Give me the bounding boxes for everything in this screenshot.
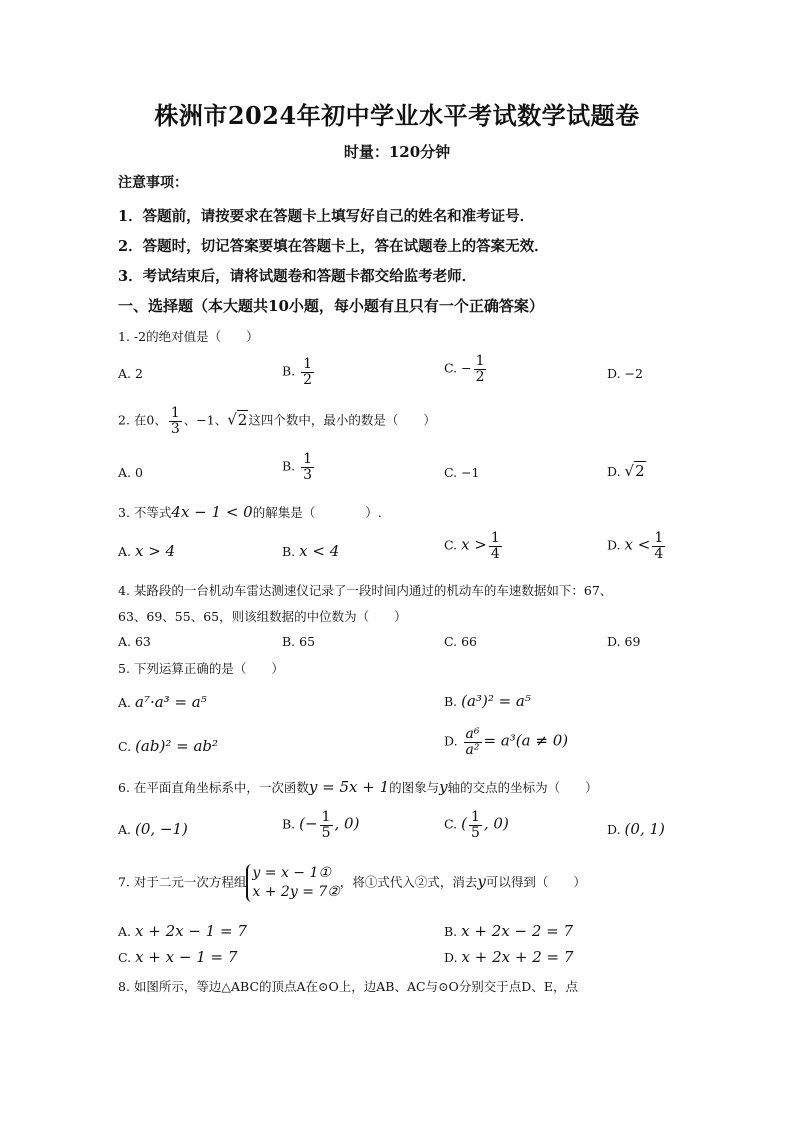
question-4-stem-line-2: 63、69、55、65，则该组数据的中位数为（ ）	[118, 609, 407, 624]
option-label: B.	[282, 458, 296, 474]
note-item-1: 1．答题前，请按要求在答题卡上填写好自己的姓名和准考证号．	[118, 208, 535, 225]
numerator: 1	[470, 809, 480, 825]
option-label: C.	[118, 739, 132, 754]
fraction	[474, 354, 487, 384]
math-expression: (−	[299, 814, 318, 833]
q3-option-a	[118, 542, 175, 560]
q5-option-a	[118, 693, 207, 711]
denominator: a²	[465, 741, 480, 758]
q4-option-a: A. 63	[118, 634, 151, 649]
radicand: 2	[635, 462, 645, 480]
math-variable: y	[477, 872, 486, 891]
numerator: 1	[321, 809, 331, 825]
q7-option-a	[118, 922, 247, 940]
q7-option-c	[118, 948, 237, 966]
option-label: D.	[444, 950, 458, 965]
fraction	[301, 452, 314, 482]
q4-option-c: C. 66	[444, 634, 477, 649]
fraction	[464, 727, 482, 757]
option-label: D.	[607, 464, 621, 479]
q2-option-a: A. 0	[118, 465, 143, 480]
option-label: B.	[444, 924, 458, 939]
math-expression: x + 2x + 2 = 7	[461, 948, 574, 966]
notes-heading: 注意事项：	[118, 175, 188, 191]
math-expression: (0, −1)	[135, 820, 188, 838]
math-expression: (ab)² = ab²	[135, 737, 219, 755]
stem-text: 的解集是（ ）.	[252, 505, 382, 520]
option-label: D.	[607, 537, 621, 553]
option-label: B.	[444, 694, 458, 709]
q1-option-b	[282, 357, 316, 387]
stem-text: 、−1、	[183, 412, 228, 428]
option-label: D.	[607, 822, 621, 837]
math-expression: x + x − 1 = 7	[135, 948, 238, 966]
numerator: 1	[170, 405, 180, 421]
stem-text: 可以得到（ ）	[485, 874, 586, 890]
q7-option-b	[444, 922, 573, 940]
question-5-stem: 5. 下列运算正确的是（ ）	[118, 661, 284, 676]
option-label: B.	[282, 544, 296, 559]
math-expression: x + 2x − 2 = 7	[461, 922, 574, 940]
q4-option-b: B. 65	[282, 634, 316, 649]
math-expression: y = 5x + 1	[308, 778, 390, 796]
stem-text: 这四个数中，最小的数是（ ）	[248, 412, 436, 428]
denominator: 3	[170, 420, 180, 437]
math-expression: (0, 1)	[624, 820, 665, 838]
question-4-stem-line-1: 4. 某路段的一台机动车雷达测速仪记录了一段时间内通过的机动车的车速数据如下：67、	[118, 583, 613, 598]
stem-text: 的图象与	[389, 780, 440, 795]
q5-option-d	[444, 727, 568, 757]
question-7-stem	[118, 864, 586, 902]
q5-option-b	[444, 692, 531, 710]
option-label: A.	[118, 544, 132, 559]
fraction	[652, 531, 665, 561]
math-expression: x >	[461, 535, 487, 554]
note-item-2: 2．答题时，切记答案要填在答题卡上，答在试题卷上的答案无效．	[118, 238, 549, 255]
denominator: 2	[475, 368, 485, 385]
stem-text: 3. 不等式	[118, 505, 172, 520]
page-title: 株洲市2024年初中学业水平考试数学试题卷	[154, 101, 640, 130]
q2-option-b	[282, 452, 316, 482]
math-expression: (a³)² = a⁵	[461, 692, 531, 710]
exam-duration: 时量：120分钟	[343, 143, 451, 161]
denominator: 3	[303, 466, 313, 483]
stem-text: 轴的交点的坐标为（ ）	[447, 780, 598, 795]
q1-option-d: D. −2	[607, 366, 643, 381]
q3-option-d	[607, 531, 667, 561]
math-expression: (	[461, 814, 467, 833]
math-expression: a⁷·a³ = a⁵	[135, 693, 207, 711]
q1-option-c	[444, 354, 488, 384]
q1-option-a: A. 2	[118, 366, 143, 381]
question-1-stem: 1. -2的绝对值是（ ）	[118, 329, 259, 344]
note-item-3: 3．考试结束后，请将试题卷和答题卡都交给监考老师．	[118, 268, 477, 285]
q6-option-b	[282, 810, 359, 840]
equation-1: y = x − 1①	[252, 865, 331, 881]
q4-option-d: D. 69	[607, 634, 641, 649]
equation-system	[246, 864, 339, 902]
option-label: A.	[118, 924, 132, 939]
math-expression: , 0)	[334, 814, 360, 833]
equation-2: x + 2y = 7②	[252, 883, 340, 900]
minus-sign: −	[461, 360, 472, 376]
numerator: 1	[475, 353, 485, 369]
fraction	[301, 357, 314, 387]
radicand: 2	[237, 410, 248, 429]
numerator: 1	[654, 530, 664, 546]
option-label: C.	[118, 950, 132, 965]
numerator: 1	[303, 356, 313, 372]
q2-option-c: C. −1	[444, 465, 480, 480]
option-label: B.	[282, 816, 296, 832]
q3-option-c	[444, 531, 504, 561]
q7-option-d	[444, 948, 573, 966]
q6-option-d	[607, 820, 665, 838]
fraction	[320, 810, 333, 840]
math-expression: x <	[624, 535, 651, 554]
question-8-stem: 8. 如图所示，等边△ABC的顶点A在⊙O上，边AB、AC与⊙O分别交于点D、E，点	[118, 979, 578, 994]
question-6-stem	[118, 778, 598, 796]
option-label: A.	[118, 822, 132, 837]
math-expression: 4x − 1 < 0	[171, 503, 253, 521]
denominator: 4	[654, 545, 664, 562]
q2-option-d	[607, 462, 646, 480]
stem-text: ，将①式代入②式，消去	[339, 874, 478, 890]
square-root: √2	[227, 410, 248, 429]
q6-option-c	[444, 810, 509, 840]
math-expression: , 0)	[483, 814, 509, 833]
option-label: C.	[444, 360, 458, 376]
square-root: √2	[624, 462, 645, 480]
option-label: A.	[118, 695, 132, 710]
section-heading: 一、选择题（本大题共10小题，每小题有且只有一个正确答案）	[118, 297, 544, 315]
denominator: 4	[490, 545, 500, 562]
numerator: a⁶	[465, 726, 480, 742]
math-expression: = a³(a ≠ 0)	[483, 731, 569, 750]
numerator: 1	[490, 530, 500, 546]
stem-text: 2. 在0、	[118, 412, 167, 428]
denominator: 5	[470, 824, 480, 841]
math-expression: x < 4	[299, 542, 340, 560]
option-label: C.	[444, 537, 458, 553]
denominator: 2	[303, 371, 313, 388]
math-expression: x > 4	[135, 542, 176, 560]
option-label: B.	[282, 363, 296, 379]
q5-option-c	[118, 737, 218, 755]
question-3-stem	[118, 503, 382, 521]
q6-option-a	[118, 820, 188, 838]
numerator: 1	[303, 451, 313, 467]
option-label: D.	[444, 733, 458, 749]
stem-text: 7. 对于二元一次方程组	[118, 874, 247, 890]
fraction	[489, 531, 502, 561]
fraction	[169, 406, 182, 436]
fraction	[469, 810, 482, 840]
question-2-stem	[118, 406, 436, 436]
denominator: 5	[321, 824, 331, 841]
math-variable: y	[439, 778, 448, 796]
stem-text: 6. 在平面直角坐标系中，一次函数	[118, 780, 309, 795]
math-expression: x + 2x − 1 = 7	[135, 922, 247, 940]
option-label: C.	[444, 816, 458, 832]
q3-option-b	[282, 542, 339, 560]
